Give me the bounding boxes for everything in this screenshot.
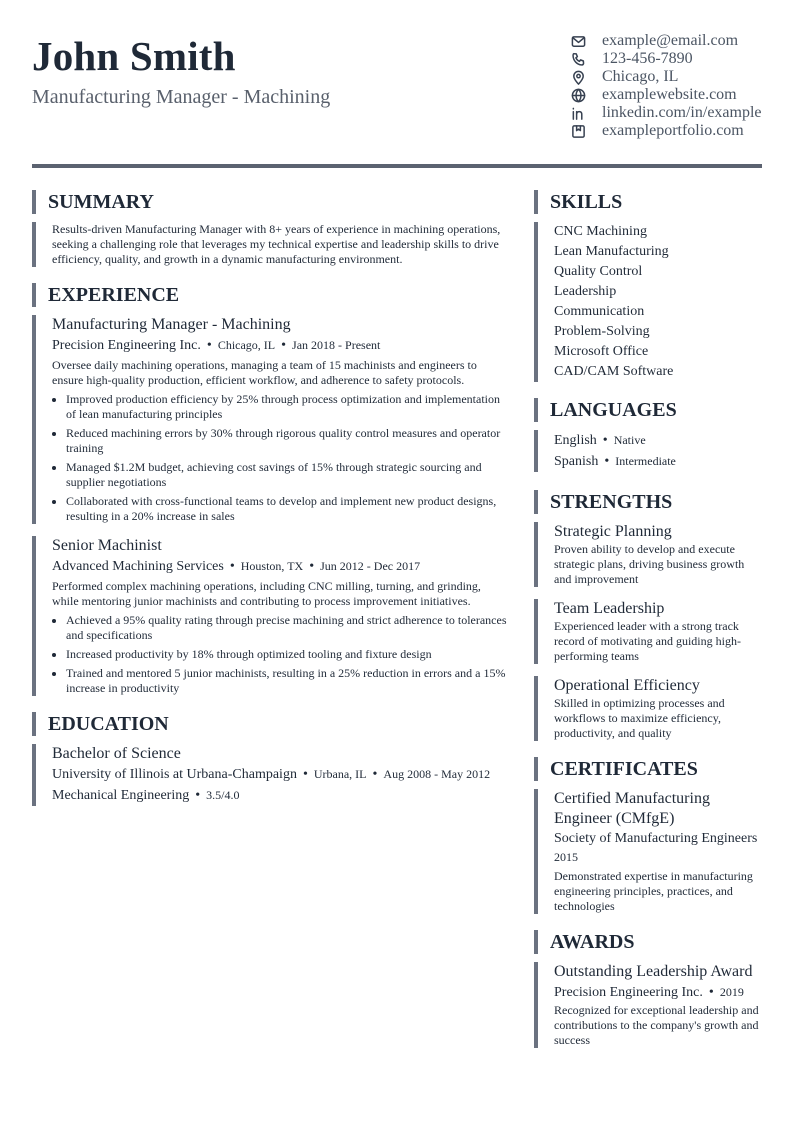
certificates-heading: CERTIFICATES: [534, 757, 762, 781]
school-dates: Aug 2008 - May 2012: [383, 767, 491, 781]
contact-linkedin[interactable]: [570, 104, 770, 122]
job-description: Performed complex machining operations, including CNC milling, turning, and grinding, while mentoring junior machinists and contributing to process improvement initiatives.: [52, 579, 481, 608]
experience-entry: [32, 536, 510, 696]
job-location: Houston, TX: [240, 559, 304, 573]
list-item: • Improved production efficiency by 25% through process optimization and implementation of lean manufacturing principles: [66, 392, 510, 422]
phone-icon: [570, 51, 586, 67]
contact-location-text: Chicago, IL: [602, 68, 679, 85]
resume-header: [32, 30, 762, 165]
language-level: Native: [613, 433, 646, 447]
strength-title: Team Leadership: [554, 600, 665, 617]
left-column: [32, 190, 510, 806]
strength-title: Operational Efficiency: [554, 677, 700, 694]
job-bullets: [52, 392, 510, 524]
summary-heading: SUMMARY: [32, 190, 510, 214]
job-dates: Jan 2018 - Present: [292, 338, 381, 352]
awards-heading: AWARDS: [534, 930, 762, 954]
skill-item: Microsoft Office: [554, 344, 649, 359]
skill-item: CNC Machining: [554, 224, 647, 239]
field-of-study: Mechanical Engineering: [52, 788, 190, 803]
degree: Bachelor of Science: [52, 745, 181, 762]
skills-list: [534, 222, 762, 382]
list-item: • Managed $1.2M budget, achieving cost savings of 15% through strategic sourcing and supplier negotiations: [66, 460, 510, 490]
award-text: Recognized for exceptional leadership and contributions to the company's growth and success: [554, 1003, 759, 1047]
job-dates: Jun 2012 - Dec 2017: [320, 559, 421, 573]
contact-phone-text: 123-456-7890: [602, 50, 693, 67]
school-location: Urbana, IL: [313, 767, 367, 781]
job-company-line: Precision Engineering Inc. • Chicago, IL • Jan 2018 - Present: [52, 338, 381, 353]
right-column: [534, 190, 762, 1048]
contact-linkedin-text: linkedin.com/in/example: [602, 104, 762, 121]
language-level: Intermediate: [615, 454, 676, 468]
strengths-heading: STRENGTHS: [534, 490, 762, 514]
strength-text: Skilled in optimizing processes and workflows to maximize efficiency, productivity, and quality: [554, 696, 725, 740]
globe-icon: [570, 87, 586, 103]
strength-entry: [534, 522, 762, 587]
contact-phone[interactable]: [570, 50, 770, 68]
strength-text: Experienced leader with a strong track record of motivating and guiding high-performing teams: [554, 619, 741, 663]
certificate-entry: [534, 789, 762, 914]
gpa: 3.5/4.0: [206, 788, 240, 802]
certificate-text: Demonstrated expertise in manufacturing engineering principles, practices, and technologies: [554, 869, 753, 913]
list-item: • Increased productivity by 18% through optimized tooling and fixture design: [66, 647, 510, 662]
strength-entry: [534, 676, 762, 741]
header-divider: [32, 164, 762, 168]
skill-item: Lean Manufacturing: [554, 244, 669, 259]
contact-email-text: example@email.com: [602, 32, 739, 49]
job-company-line: Advanced Machining Services • Houston, TX • Jun 2012 - Dec 2017: [52, 559, 421, 574]
skill-item: Communication: [554, 304, 645, 319]
portfolio-icon: [570, 123, 586, 139]
job-description: Oversee daily machining operations, managing a team of 15 machinists and engineers to ensure high-quality production, efficient workflow, and adherence to safety protocols.: [52, 358, 477, 387]
languages-list: [534, 430, 762, 472]
language-name: English: [554, 433, 597, 448]
award-year: 2019: [719, 985, 744, 999]
job-title: Senior Machinist: [52, 537, 162, 554]
contact-website[interactable]: [570, 86, 770, 104]
certificate-year: 2015: [554, 850, 578, 864]
candidate-name: John Smith: [32, 33, 236, 79]
list-item: • Reduced machining errors by 30% through rigorous quality control measures and operator training: [66, 426, 510, 456]
contact-website-text: examplewebsite.com: [602, 86, 737, 103]
experience-heading: EXPERIENCE: [32, 283, 510, 307]
contact-portfolio-text: exampleportfolio.com: [602, 122, 744, 139]
list-item: • Achieved a 95% quality rating through precise machining and strict adherence to tolerances and specifications: [66, 613, 510, 643]
language-item: English • Native: [554, 433, 646, 448]
strength-text: Proven ability to develop and execute strategic plans, driving business growth and improvement: [554, 542, 745, 586]
school-line: University of Illinois at Urbana-Champaign • Urbana, IL • Aug 2008 - May 2012: [52, 767, 491, 782]
award-entry: [534, 962, 762, 1048]
contact-portfolio[interactable]: [570, 122, 770, 140]
language-item: Spanish • Intermediate: [554, 454, 676, 469]
certificate-title: Certified Manufacturing Engineer (CMfgE): [554, 790, 710, 827]
contact-email[interactable]: [570, 32, 770, 50]
school-name: University of Illinois at Urbana-Champaign: [52, 767, 297, 782]
experience-entry: [32, 315, 510, 524]
job-location: Chicago, IL: [217, 338, 276, 352]
strength-title: Strategic Planning: [554, 523, 672, 540]
summary-section: [32, 222, 510, 267]
job-company: Precision Engineering Inc.: [52, 338, 201, 353]
award-issuer: Precision Engineering Inc.: [554, 985, 703, 1000]
education-heading: EDUCATION: [32, 712, 510, 736]
skill-item: CAD/CAM Software: [554, 364, 674, 379]
list-item: • Trained and mentored 5 junior machinists, resulting in a 25% reduction in errors and a 15% increase in productivity: [66, 666, 510, 696]
field-line: Mechanical Engineering • 3.5/4.0: [52, 788, 240, 803]
list-item: • Collaborated with cross-functional teams to develop and implement new product designs, resulting in a 20% increase in sales: [66, 494, 510, 524]
contact-list: [570, 32, 770, 140]
linkedin-icon: [570, 105, 586, 121]
languages-heading: LANGUAGES: [534, 398, 762, 422]
job-bullets: [52, 613, 510, 696]
skill-item: Problem-Solving: [554, 324, 650, 339]
location-icon: [570, 69, 586, 85]
mail-icon: [570, 33, 586, 49]
strength-entry: [534, 599, 762, 664]
award-title: Outstanding Leadership Award: [554, 963, 753, 980]
skill-item: Quality Control: [554, 264, 643, 279]
skills-heading: SKILLS: [534, 190, 762, 214]
job-company: Advanced Machining Services: [52, 559, 224, 574]
award-issuer-line: Precision Engineering Inc. • 2019: [554, 985, 744, 1000]
contact-location: [570, 68, 770, 86]
summary-text: Results-driven Manufacturing Manager with 8+ years of experience in machining operations, seeking a challenging role that leverages my technical expertise and leadership skills to drive efficiency, quality, and growth in a dynamic manufacturing environment.: [52, 222, 501, 266]
candidate-title: Manufacturing Manager - Machining: [32, 86, 331, 108]
education-entry: [32, 744, 510, 806]
job-title: Manufacturing Manager - Machining: [52, 316, 291, 333]
language-name: Spanish: [554, 454, 599, 469]
certificate-issuer: Society of Manufacturing Engineers: [554, 831, 758, 846]
skill-item: Leadership: [554, 284, 617, 299]
